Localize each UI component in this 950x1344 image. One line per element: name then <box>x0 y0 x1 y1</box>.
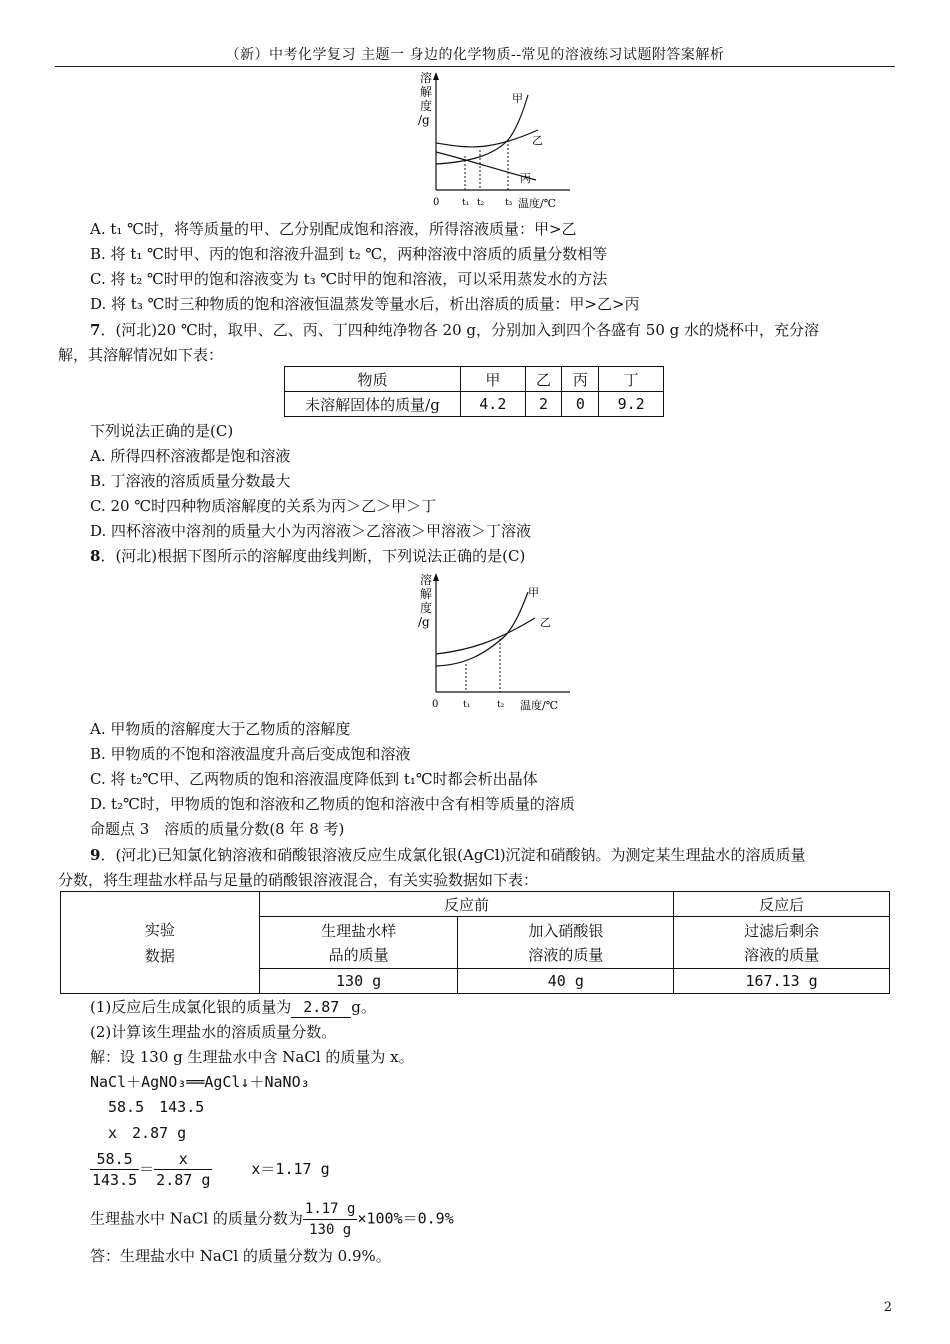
header-rule <box>55 66 895 67</box>
q7-th-ding: 丁 <box>599 367 664 392</box>
q7-option-b: B. 丁溶液的溶质质量分数最大 <box>90 472 291 490</box>
q9-col-agno3: 加入硝酸银 溶液的质量 <box>458 917 674 969</box>
q8-option-d: D. t₂℃时，甲物质的饱和溶液和乙物质的饱和溶液中含有相等质量的溶质 <box>90 795 575 813</box>
final-answer: 答：生理盐水中 NaCl 的质量分数为 0.9%。 <box>90 1247 391 1265</box>
q7-th-substance: 物质 <box>285 367 461 392</box>
q7-stem: 7．(河北)20 ℃时，取甲、乙、丙、丁四种纯净物各 20 g，分别加入到四个各盛有 50 g 水的烧杯中，充分溶 <box>90 321 819 339</box>
tick-t1: t₁ <box>462 198 470 208</box>
series-label-yi: 乙 <box>532 134 543 147</box>
q9-sub2: (2)计算该生理盐水的溶质质量分数。 <box>90 1023 337 1041</box>
q9-stem-cont: 分数，将生理盐水样品与足量的硝酸银溶液混合，有关实验数据如下表： <box>58 871 539 889</box>
origin-label: 0 <box>433 197 440 208</box>
chemical-equation: NaCl＋AgNO₃══AgCl↓＋NaNO₃ <box>90 1073 310 1091</box>
q8-option-a: A. 甲物质的溶解度大于乙物质的溶解度 <box>90 720 351 738</box>
proportion: $\frac{58.5}{143.5}$ ＝ $\frac{x}{2.87 g}$ x＝1.17 g <box>92 1150 330 1189</box>
q9-col-remaining: 过滤后剩余 溶液的质量 <box>674 917 890 969</box>
solubility-chart-1 <box>408 70 578 215</box>
curve-jia <box>436 95 528 164</box>
solution-intro: 解：设 130 g 生理盐水中含 NaCl 的质量为 x。 <box>90 1048 414 1066</box>
q7-th-yi: 乙 <box>525 367 562 392</box>
section-heading: 命题点 3 溶质的质量分数(8 年 8 考) <box>90 820 345 838</box>
q9-row-label: 实验 数据 <box>61 892 260 994</box>
tick-t2: t₂ <box>497 700 505 710</box>
tick-t3: t₃ <box>505 198 513 208</box>
curve-yi <box>436 130 538 147</box>
q7-th-jia: 甲 <box>461 367 526 392</box>
q8-option-c: C. 将 t₂℃甲、乙两物质的饱和溶液温度降低到 t₁℃时都会析出晶体 <box>90 770 538 788</box>
curve-yi <box>436 618 535 654</box>
series-label-jia: 甲 <box>512 92 523 105</box>
q6-option-d: D. 将 t₃ ℃时三种物质的饱和溶液恒温蒸发等量水后，析出溶质的质量：甲>乙>丙 <box>90 295 640 313</box>
y-label-1: 溶 <box>420 573 433 587</box>
q7-stem-cont: 解，其溶解情况如下表： <box>58 346 224 364</box>
x-label: 温度/℃ <box>518 197 557 210</box>
q7-cell-yi: 2 <box>525 392 562 417</box>
molar-masses: 58.5 143.5 <box>108 1098 205 1116</box>
masses: x 2.87 g <box>108 1124 187 1142</box>
page-number: 2 <box>883 1300 892 1315</box>
y-label-1: 溶 <box>420 71 433 85</box>
q7-cell-jia: 4.2 <box>461 392 526 417</box>
q7-th-bing: 丙 <box>562 367 599 392</box>
tick-t2: t₂ <box>477 198 485 208</box>
percentage-calc: 生理盐水中 NaCl 的质量分数为 $\frac{1.17 g}{130 g}$ ×100%＝0.9% <box>90 1201 454 1238</box>
page-header: （新）中考化学复习 主题一 身边的化学物质--常见的溶液练习试题附答案解析 <box>225 47 725 63</box>
q9-sub1: (1)反应后生成氯化银的质量为 2.87 g。 <box>90 998 376 1016</box>
solubility-chart-2 <box>410 570 580 715</box>
q9-before-header: 反应前 <box>259 892 673 917</box>
q7-option-d: D. 四杯溶液中溶剂的质量大小为丙溶液＞乙溶液＞甲溶液＞丁溶液 <box>90 522 532 540</box>
q9-table <box>60 891 890 994</box>
q9-val-sample: 130 g <box>259 969 458 994</box>
y-label-2: 解 <box>420 85 433 99</box>
y-label-3: 度 <box>420 99 433 113</box>
y-label-2: 解 <box>420 587 433 601</box>
tick-t1: t₁ <box>463 700 471 710</box>
q8-option-b: B. 甲物质的不饱和溶液温度升高后变成饱和溶液 <box>90 745 411 763</box>
q6-option-c: C. 将 t₂ ℃时甲的饱和溶液变为 t₃ ℃时甲的饱和溶液，可以采用蒸发水的方法 <box>90 270 608 288</box>
q9-val-agno3: 40 g <box>458 969 674 994</box>
q6-option-a: A. t₁ ℃时，将等质量的甲、乙分别配成饱和溶液，所得溶液质量：甲>乙 <box>90 220 577 238</box>
q9-after-header: 反应后 <box>674 892 890 917</box>
y-label-3: 度 <box>420 601 433 615</box>
x-label: 温度/℃ <box>520 699 559 712</box>
q7-cell-bing: 0 <box>562 392 599 417</box>
series-label-yi: 乙 <box>540 616 551 629</box>
series-label-bing: 丙 <box>520 172 531 185</box>
q9-val-remaining: 167.13 g <box>674 969 890 994</box>
q7-table <box>284 366 664 417</box>
origin-label: 0 <box>432 699 439 710</box>
q7-ask: 下列说法正确的是(C) <box>90 422 234 440</box>
y-label-4: /g <box>418 113 430 127</box>
series-label-jia: 甲 <box>528 586 539 599</box>
q9-col-sample: 生理盐水样 品的质量 <box>259 917 458 969</box>
q7-option-c: C. 20 ℃时四种物质溶解度的关系为丙＞乙＞甲＞丁 <box>90 497 437 515</box>
q7-option-a: A. 所得四杯溶液都是饱和溶液 <box>90 447 291 465</box>
y-label-4: /g <box>418 615 430 629</box>
q8-stem: 8．(河北)根据下图所示的溶解度曲线判断，下列说法正确的是(C) <box>90 547 526 565</box>
q7-cell-ding: 9.2 <box>599 392 664 417</box>
q7-row-label: 未溶解固体的质量/g <box>285 392 461 417</box>
curve-jia <box>436 592 528 666</box>
q6-option-b: B. 将 t₁ ℃时甲、丙的饱和溶液升温到 t₂ ℃，两种溶液中溶质的质量分数相等 <box>90 245 608 263</box>
q9-stem: 9．(河北)已知氯化钠溶液和硝酸银溶液反应生成氯化银(AgCl)沉淀和硝酸钠。为测定某生理盐水的溶质质量 <box>90 846 806 864</box>
